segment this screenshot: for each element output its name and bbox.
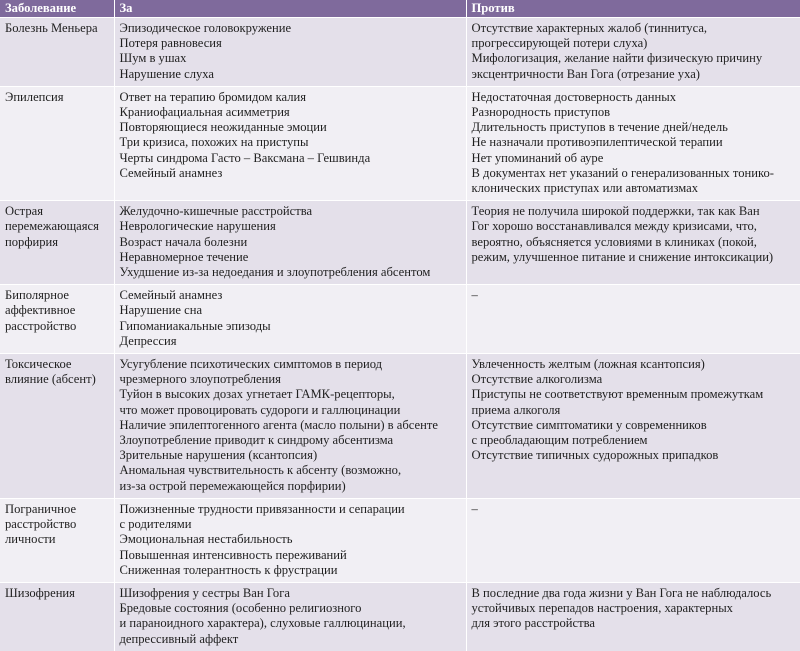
pro-line: Зрительные нарушения (ксантопсия) (119, 448, 318, 463)
pro-cell (114, 18, 466, 87)
con-line: клонических приступах или автоматизмах (471, 181, 699, 196)
pro-line: Гипоманиакальные эпизоды (119, 318, 271, 333)
table-row (0, 201, 800, 285)
pro-line: Нарушение сна (119, 303, 203, 318)
disease-name: Токсическое влияние (абсент) (5, 357, 96, 387)
con-line: – (471, 501, 478, 516)
con-line: Длительность приступов в течение дней/недель (471, 120, 728, 135)
table-body (0, 18, 800, 651)
pro-line: Три кризиса, похожих на приступы (119, 135, 309, 150)
con-cell (466, 18, 800, 87)
pro-line: Неравномерное течение (119, 249, 249, 264)
pro-line: Повторяющиеся неожиданные эмоции (119, 120, 327, 135)
con-line: Гог хорошо восстанавливался между кризисами, что, (471, 219, 757, 234)
pro-line: Шизофрения у сестры Ван Гога (119, 585, 290, 600)
pro-line: что может провоцировать судороги и галлюцинации (119, 402, 401, 417)
con-line: Разнородность приступов (471, 105, 611, 120)
con-line: приема алкоголя (471, 402, 561, 417)
pro-line: Неврологические нарушения (119, 219, 276, 234)
pro-line: Усугубление психотических симптомов в период (119, 357, 383, 372)
header-disease: Заболевание (0, 0, 114, 18)
pro-line: Повышенная интенсивность переживаний (119, 547, 347, 562)
pro-cell (114, 498, 466, 582)
pro-line: Эпизодическое головокружение (119, 21, 292, 35)
table-row (0, 582, 800, 650)
table-row (0, 354, 800, 499)
con-line: вероятно, объясняется условиями в клиниках (покой, (471, 234, 757, 249)
con-cell (466, 201, 800, 285)
disease-name: Пограничное расстройство личности (5, 501, 77, 547)
disease-cell (0, 354, 114, 499)
table-header (0, 0, 800, 18)
disease-cell (0, 18, 114, 87)
con-line: Отсутствие алкоголизма (471, 372, 603, 387)
pro-line: депрессивный аффект (119, 631, 239, 646)
pro-line: Пожизненные трудности привязанности и сепарации (119, 501, 405, 516)
pro-line: Наличие эпилептогенного агента (масло полыни) в абсенте (119, 417, 438, 432)
con-line: Недостаточная достоверность данных (471, 89, 677, 104)
pro-line: Нарушение слуха (119, 66, 215, 81)
pro-line: Ответ на терапию бромидом калия (119, 89, 307, 104)
con-line: устойчивых перепадов настроения, характерных (471, 601, 733, 616)
table-row (0, 285, 800, 354)
con-line: Теория не получила широкой поддержки, так как Ван (471, 204, 760, 219)
pro-line: Краниофациальная асимметрия (119, 105, 290, 120)
pro-cell (114, 86, 466, 200)
pro-line: Возраст начала болезни (119, 234, 248, 249)
con-cell (466, 86, 800, 200)
pro-cell (114, 582, 466, 650)
con-line: Приступы не соответствуют временным промежуткам (471, 387, 764, 402)
con-cell (466, 498, 800, 582)
disease-cell (0, 285, 114, 354)
disease-cell (0, 201, 114, 285)
pro-line: Эмоциональная нестабильность (119, 532, 293, 547)
table-row (0, 498, 800, 582)
con-line: для этого расстройства (471, 616, 595, 631)
disease-name: Болезнь Меньера (5, 21, 98, 35)
con-line: Отсутствие симптоматики у современников (471, 417, 707, 432)
con-line: Не назначали противоэпилептической терапии (471, 135, 723, 150)
con-line: – (471, 288, 478, 303)
con-line: с преобладающим потреблением (471, 433, 648, 448)
disease-cell (0, 582, 114, 650)
con-line: эксцентричности Ван Гога (отрезание уха) (471, 66, 700, 81)
pro-line: Бредовые состояния (особенно религиозного (119, 601, 362, 616)
pro-line: Ухудшение из-за недоедания и злоупотребления абсентом (119, 265, 431, 280)
con-cell (466, 354, 800, 499)
pro-line: с родителями (119, 517, 192, 532)
pro-line: Черты синдрома Гасто – Ваксмана – Гешвинда (119, 150, 371, 165)
pro-line: Потеря равновесия (119, 36, 222, 51)
con-line: Нет упоминаний об ауре (471, 150, 604, 165)
disease-name: Биполярное аффективное расстройство (5, 288, 77, 333)
pro-line: чрезмерного злоупотребления (119, 372, 281, 387)
pro-line: Туйон в высоких дозах угнетает ГАМК-рецепторы, (119, 387, 395, 402)
pro-line: и параноидного характера), слуховые галлюцинации, (119, 616, 406, 631)
pro-cell (114, 201, 466, 285)
con-line: В последние два года жизни у Ван Гога не наблюдалось (471, 585, 772, 600)
pro-line: Семейный анамнез (119, 165, 223, 180)
pro-line: Шум в ушах (119, 51, 187, 66)
con-line: Отсутствие характерных жалоб (тиннитуса, (471, 21, 708, 35)
con-line: Мифологизация, желание найти физическую причину (471, 51, 763, 66)
disease-name: Шизофрения (5, 585, 75, 600)
disease-cell (0, 86, 114, 200)
table-row (0, 86, 800, 200)
header-row (0, 0, 800, 18)
pro-cell (114, 285, 466, 354)
header-con: Против (466, 0, 800, 18)
disease-name: Острая перемежающаяся порфирия (5, 204, 99, 249)
con-cell (466, 285, 800, 354)
table-row (0, 18, 800, 87)
header-pro: За (114, 0, 466, 18)
con-line: Отсутствие типичных судорожных припадков (471, 448, 719, 463)
pro-line: Семейный анамнез (119, 288, 223, 303)
disease-cell (0, 498, 114, 582)
pro-line: из-за острой перемежающейся порфирии) (119, 478, 346, 493)
pro-line: Сниженная толерантность к фрустрации (119, 562, 338, 577)
con-line: Увлеченность желтым (ложная ксантопсия) (471, 357, 705, 372)
pro-line: Желудочно-кишечные расстройства (119, 204, 313, 219)
pro-cell (114, 354, 466, 499)
pro-line: Депрессия (119, 333, 177, 348)
con-line: В документах нет указаний о генерализованных тонико- (471, 165, 774, 180)
con-line: прогрессирующей потери слуха) (471, 36, 648, 51)
con-line: режим, улучшенное питание и снижение интоксикации) (471, 249, 774, 264)
pro-line: Злоупотребление приводит к синдрому абсентизма (119, 433, 394, 448)
pro-line: Аномальная чувствительность к абсенту (возможно, (119, 463, 402, 478)
disease-name: Эпилепсия (5, 89, 64, 104)
con-cell (466, 582, 800, 650)
